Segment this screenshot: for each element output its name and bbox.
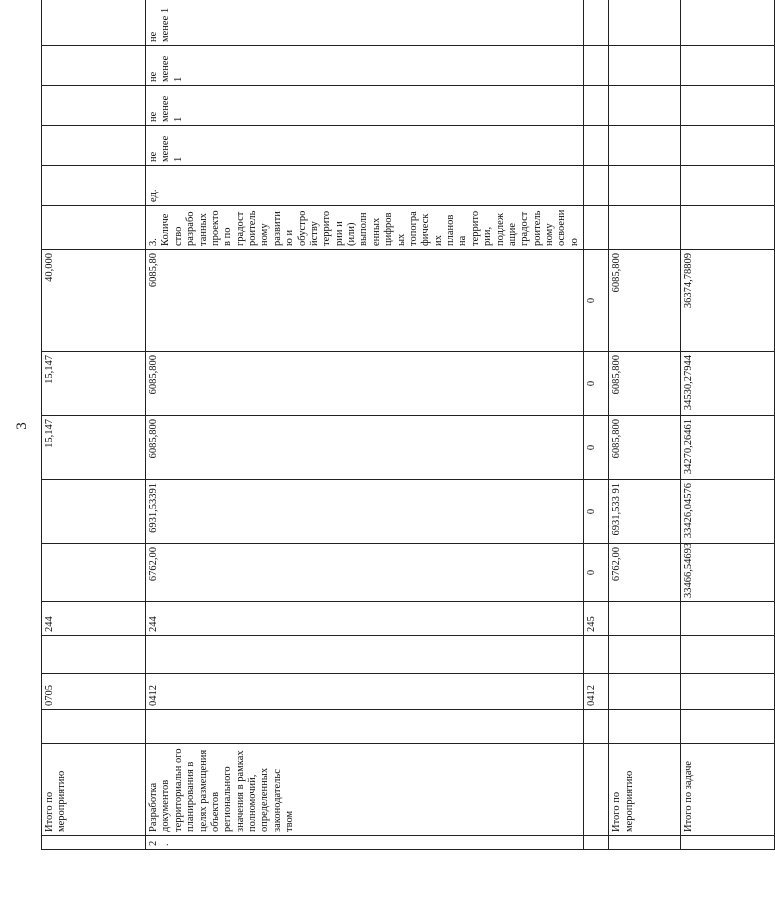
value-cell: 36374,78809	[681, 250, 775, 352]
table-row	[42, 0, 146, 850]
value-cell: 33426,04576	[681, 480, 775, 544]
table-row	[681, 0, 775, 850]
target-cell: не менее 1	[146, 46, 584, 86]
row-label: Итого по мероприятию	[609, 744, 681, 836]
budget-table	[41, 7, 695, 850]
target-cell: не менее 1	[146, 86, 584, 126]
value-cell: 34270,26461	[681, 416, 775, 480]
code-cell: 244	[42, 602, 146, 636]
value-cell: 6762,00	[609, 544, 681, 602]
value-cell: 6762,00	[146, 544, 584, 602]
unit-cell: ед.	[146, 166, 584, 206]
value-cell: 15,147	[42, 416, 146, 480]
code-cell: 0412	[146, 674, 584, 710]
value-cell: 0	[584, 250, 609, 352]
value-cell: 6085,80	[146, 250, 584, 352]
code-cell: 245	[584, 602, 609, 636]
code-cell: 244	[146, 602, 584, 636]
row-number: 2.	[146, 836, 584, 850]
indicator-cell: 3. Количество разработанных проектов по градостроительному развитию и обустройству территории и (или) выполненных цифровых топографических планов на территории, подлежащие градостроительному освоению	[146, 206, 584, 250]
target-cell: не менее 1	[146, 0, 584, 46]
value-cell: 6931,53391	[146, 480, 584, 544]
target-cell: не менее 1	[146, 126, 584, 166]
page-number: 3	[14, 422, 30, 430]
row-label: Итого по мероприятию	[42, 744, 146, 836]
value-cell: 40,000	[42, 250, 146, 352]
value-cell: 6085,800	[146, 416, 584, 480]
value-cell: 6085,800	[146, 352, 584, 416]
row-label: Разработка документов территориальн ого планирования в целях размещения объектов регионального значения в рамках полномочий, определенных законодательс твом	[146, 744, 584, 836]
table-row	[609, 0, 681, 850]
value-cell: 0	[584, 480, 609, 544]
table-row	[146, 0, 584, 850]
code-cell: 0412	[584, 674, 609, 710]
code-cell: 0705	[42, 674, 146, 710]
value-cell: 33466,54693	[681, 544, 775, 602]
value-cell: 6931,533 91	[609, 480, 681, 544]
value-cell: 6085,800	[609, 416, 681, 480]
value-cell: 0	[584, 352, 609, 416]
row-label: Итого по задаче	[681, 744, 775, 836]
value-cell: 6085,800	[609, 352, 681, 416]
value-cell: 34530,27944	[681, 352, 775, 416]
value-cell: 6085,800	[609, 250, 681, 352]
value-cell: 0	[584, 416, 609, 480]
table-row	[584, 0, 609, 850]
value-cell: 15,147	[42, 352, 146, 416]
value-cell: 0	[584, 544, 609, 602]
